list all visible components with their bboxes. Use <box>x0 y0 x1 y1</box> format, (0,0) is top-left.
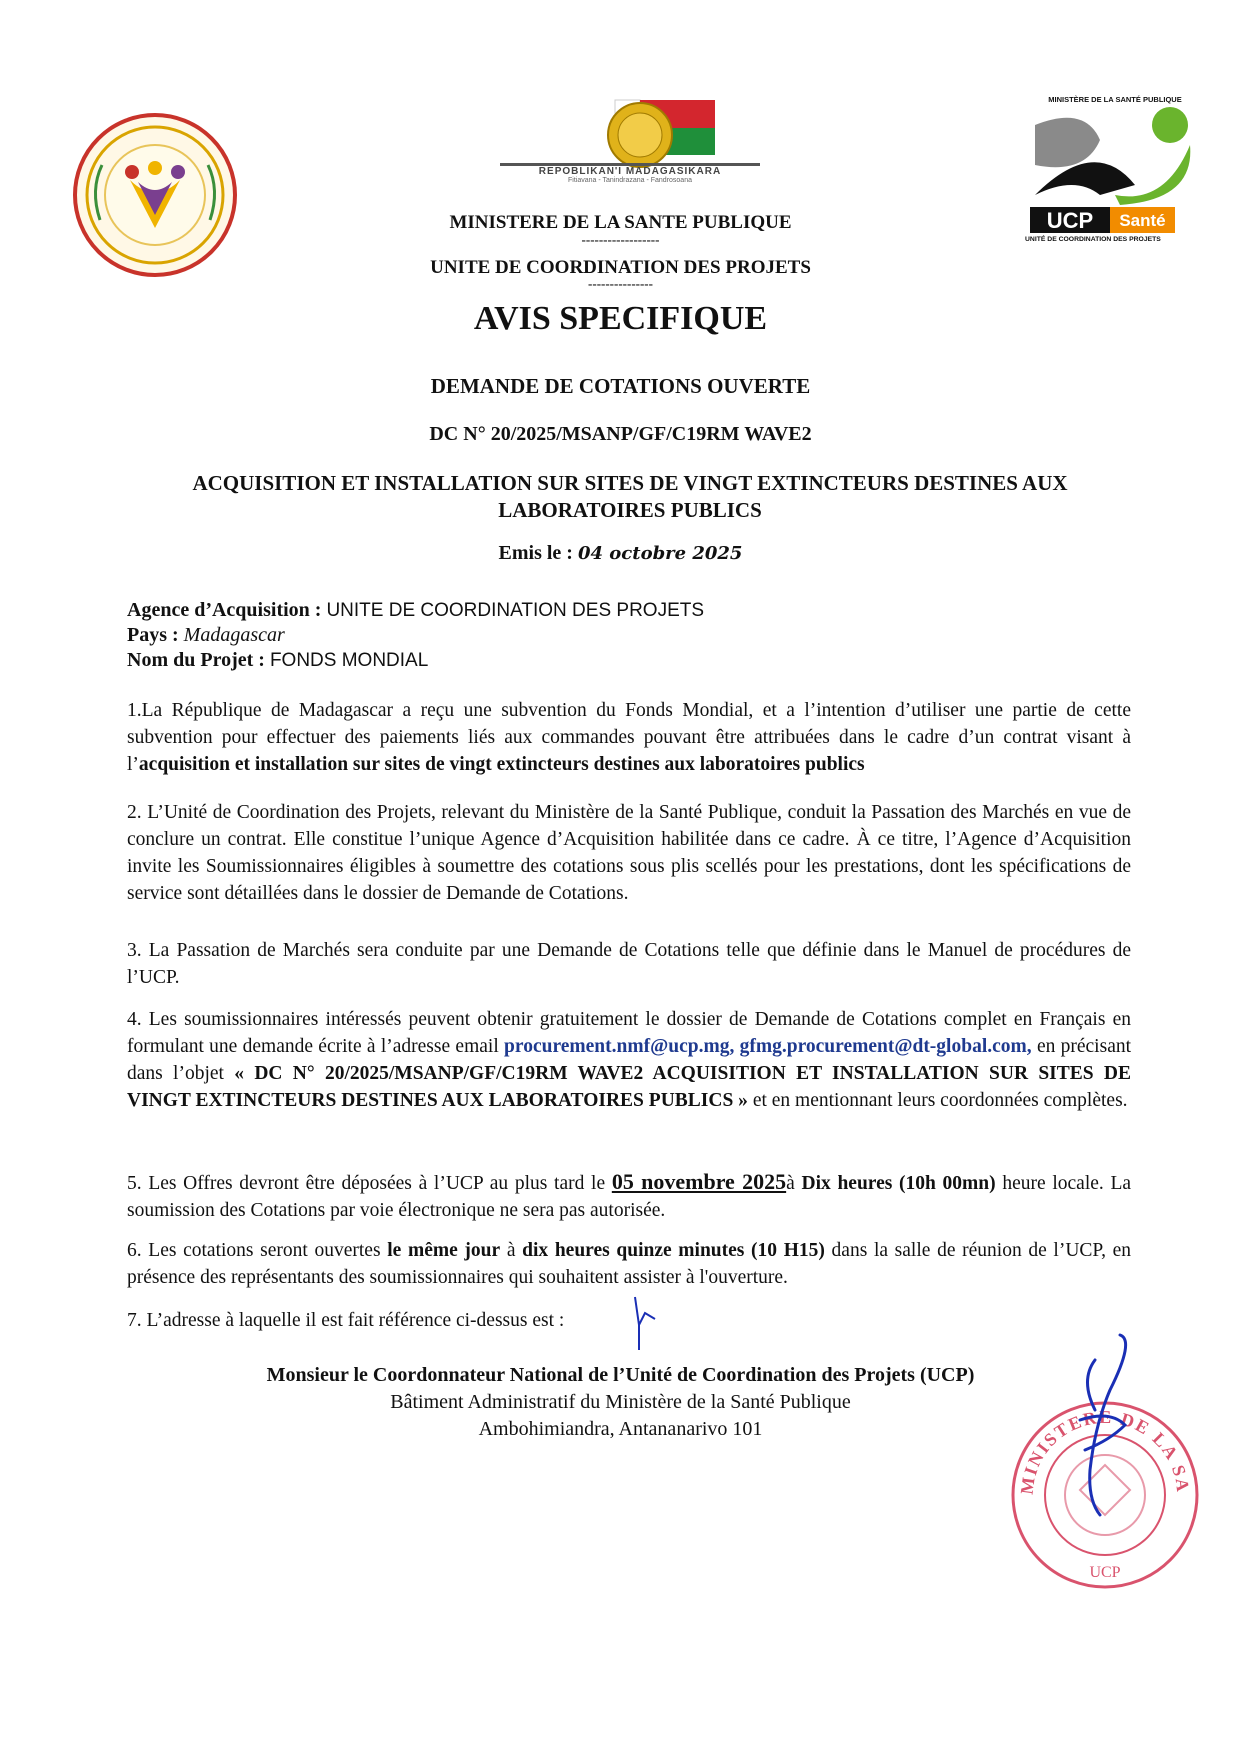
ministry-emblem-logo <box>70 110 240 280</box>
ucp-brand-tag: Santé <box>1119 211 1166 230</box>
seal-text: REPOBLIKAN'I MADAGASIKARA <box>538 166 722 177</box>
address-line-1: Monsieur le Coordonnateur National de l’Unité de Coordination des Projets (UCP) <box>266 1364 975 1386</box>
ministry-name: MINISTERE DE LA SANTE PUBLIQUE <box>449 212 792 233</box>
paragraph-2: 2. L’Unité de Coordination des Projets, relevant du Ministère de la Santé Publique, conduit la Passation des Marchés en vue de conclure un contrat. Elle constitue l’unique Agence d’Acquisition habilitée dans ce cadre. À ce titre, l’Agence d’Acquisition invite les Soumissionnaires éligibles à soumettre des cotations sous plis scellés pour les prestations, dont les spécifications de service sont détaillées dans le dossier de Demande de Cotations. <box>127 802 1131 904</box>
signature <box>1040 1330 1160 1520</box>
country-value: Madagascar <box>183 624 285 646</box>
ucp-top-text: MINISTÈRE DE LA SANTÉ PUBLIQUE <box>1048 95 1182 104</box>
issued-label: Emis le : <box>498 542 573 564</box>
separator: --------------- <box>588 276 653 291</box>
project-value: FONDS MONDIAL <box>269 650 429 671</box>
paragraph-5: 5. Les Offres devront être déposées à l’UCP au plus tard le 05 novembre 2025à Dix heures (10h 00mn) heure locale. La soumission des Cotations par voie électronique ne sera pas autorisée. <box>127 1169 1132 1221</box>
agency-label: Agence d’Acquisition : <box>127 599 322 621</box>
paragraph-4: 4. Les soumissionnaires intéressés peuvent obtenir gratuitement le dossier de Demande de Cotations complet en Français en formulant une demande écrite à l’adresse email procurement.nmf@ucp.mg, gfmg.procurement@dt-global.com, en précisant dans l’objet « DC N° 20/2025/MSANP/GF/C19RM WAVE2 ACQUISITION ET INSTALLATION SUR SITES DE VINGT EXTINCTEURS DESTINES AUX LABORATOIRES PUBLICS » et en mentionnant leurs coordonnées complètes. <box>127 1009 1132 1111</box>
address-line-3: Ambohimiandra, Antananarivo 101 <box>478 1418 763 1440</box>
pen-mark-icon <box>625 1295 665 1355</box>
meta-block <box>127 598 704 673</box>
paragraph-7: 7. L’adresse à laquelle il est fait référence ci-dessus est : <box>127 1310 565 1331</box>
separator: ------------------ <box>581 232 660 247</box>
object-title: ACQUISITION ET INSTALLATION SUR SITES DE VINGT EXTINCTEURS DESTINES AUX LABORATOIRES PUBLICS <box>192 471 1068 522</box>
agency-value: UNITE DE COORDINATION DES PROJETS <box>326 600 705 621</box>
issued-date: 04 octobre 2025 <box>577 543 743 564</box>
ucp-bottom-text: UNITÉ DE COORDINATION DES PROJETS <box>1025 236 1161 243</box>
deadline-date: 05 novembre 2025 <box>611 1169 787 1194</box>
unit-name: UNITE DE COORDINATION DES PROJETS <box>430 257 811 278</box>
stamp-text: MINISTERE DE LA SA <box>1016 1406 1194 1496</box>
page-title: AVIS SPECIFIQUE <box>473 300 768 337</box>
issue-date-line <box>0 542 1241 565</box>
address-line-2: Bâtiment Administratif du Ministère de la Santé Publique <box>390 1391 851 1413</box>
stamp-bottom: UCP <box>1089 1564 1121 1581</box>
reference-number: DC N° 20/2025/MSANP/GF/C19RM WAVE2 <box>429 423 812 445</box>
paragraph-1: 1.La République de Madagascar a reçu une subvention du Fonds Mondial, et a l’intention d’utiliser une partie de cette subvention pour effectuer des paiements liés aux commandes pouvant être attribuées dans le cadre d’un contrat visant à l’acquisition et installation sur sites de vingt extincteurs destines aux laboratoires publics <box>127 700 1131 775</box>
email-link-1[interactable]: procurement.nmf@ucp.mg, <box>504 1036 735 1057</box>
paragraph-6: 6. Les cotations seront ouvertes le même jour à dix heures quinze minutes (10 H15) dans la salle de réunion de l’UCP, en présence des représentants des soumissionnaires qui souhaitent assister à l'ouverture. <box>127 1240 1132 1288</box>
ucp-brand: UCP <box>1046 208 1094 233</box>
seal-motto: Fitiavana - Tanindrazana - Fandrosoana <box>567 177 692 184</box>
email-link-2[interactable]: gfmg.procurement@dt-global.com, <box>739 1036 1032 1057</box>
subtitle: DEMANDE DE COTATIONS OUVERTE <box>430 374 811 398</box>
paragraph-3: 3. La Passation de Marchés sera conduite par une Demande de Cotations telle que définie dans le Manuel de procédures de l’UCP. <box>127 940 1131 988</box>
project-label: Nom du Projet : <box>127 649 265 671</box>
country-label: Pays : <box>127 624 179 646</box>
